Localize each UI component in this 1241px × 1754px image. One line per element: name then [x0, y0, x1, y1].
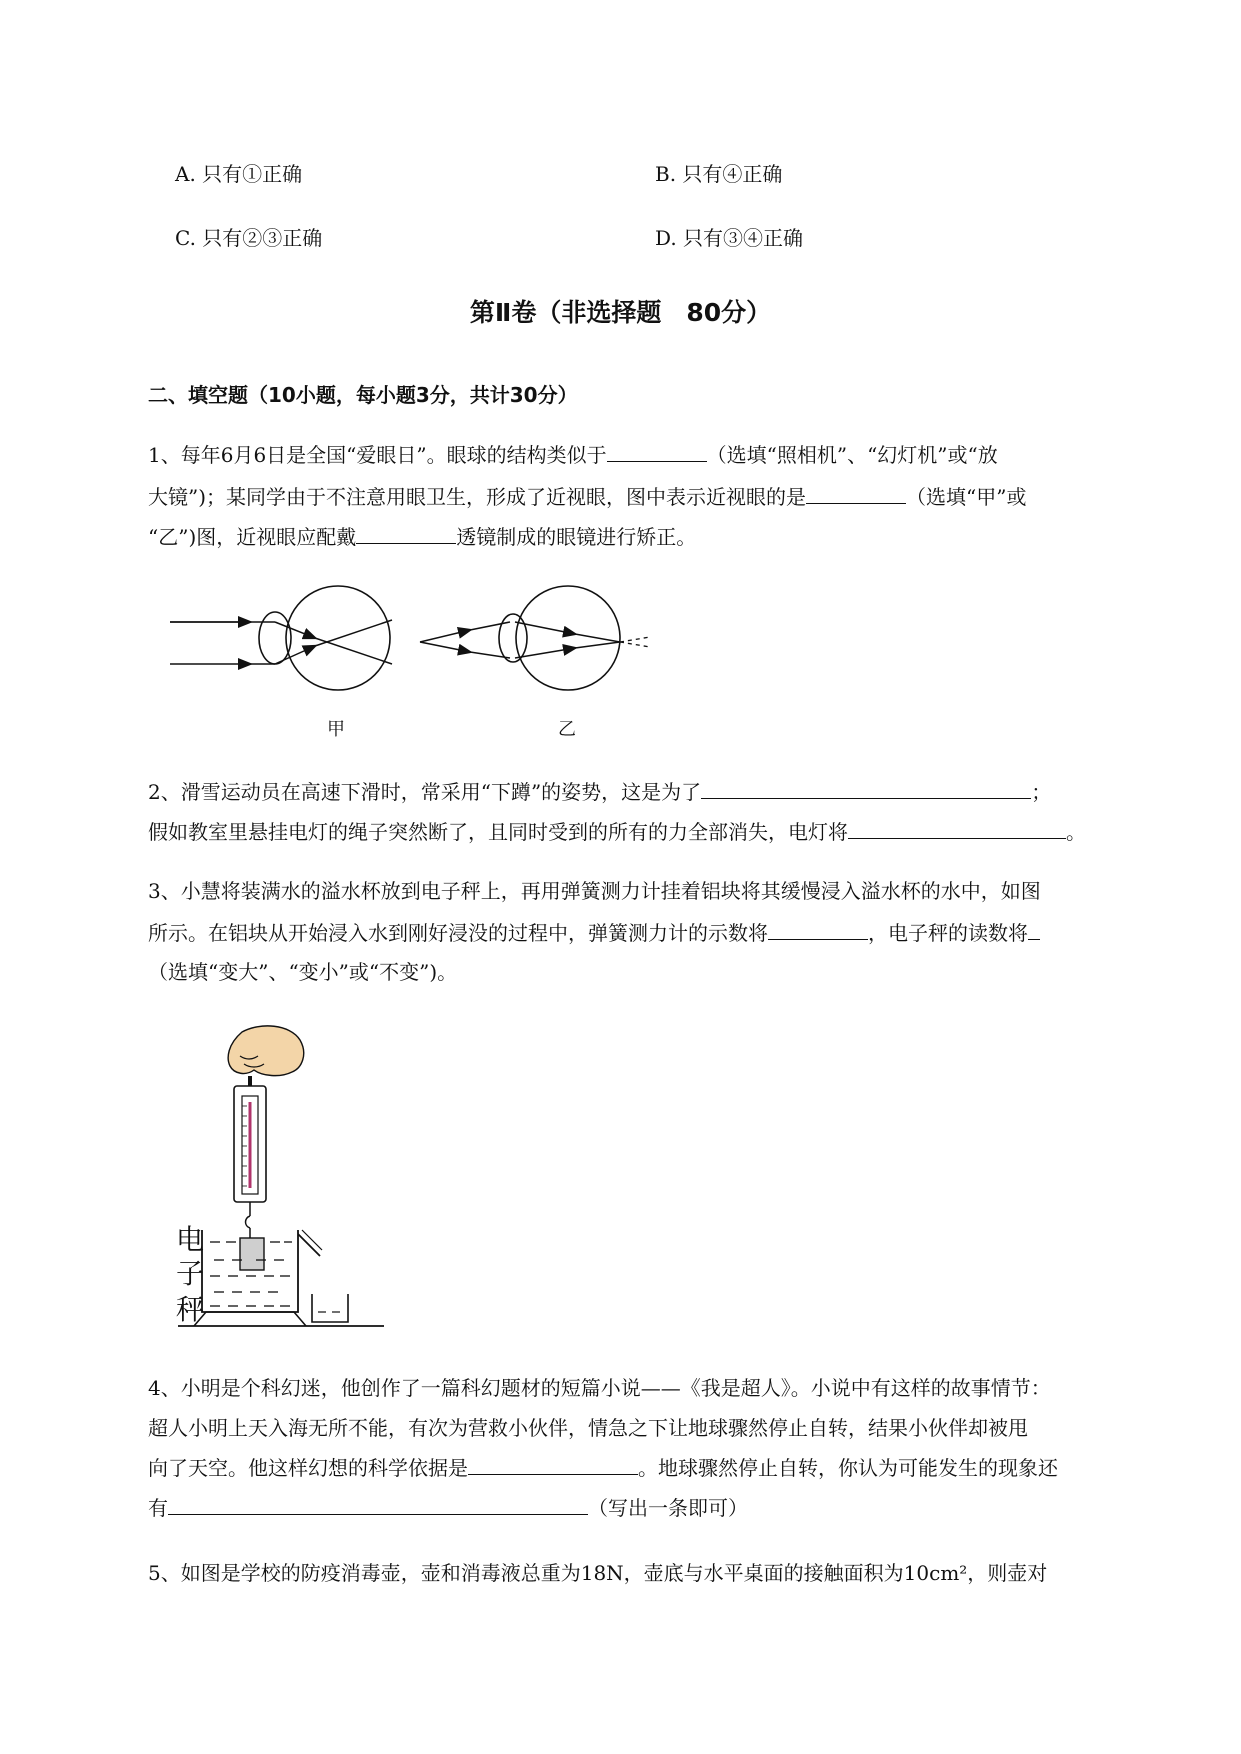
- option-c: C. 只有②③正确: [175, 226, 323, 250]
- q1-line-3: [148, 522, 696, 552]
- answer-blank[interactable]: [168, 1494, 588, 1515]
- q4-line-1: 4、小明是个科幻迷，他创作了一篇科幻题材的短篇小说——《我是超人》。小说中有这样的故事情节：: [148, 1376, 1051, 1400]
- scale-label-char: 秤: [176, 1293, 205, 1326]
- q1-text: 1、每年6月6日是全国“爱眼日”。眼球的结构类似于: [148, 443, 607, 467]
- q4-line-4: [148, 1493, 748, 1523]
- answer-blank[interactable]: [356, 523, 456, 544]
- option-d: D. 只有③④正确: [655, 226, 804, 250]
- q3-text: 所示。在铝块从开始浸入水到刚好浸没的过程中，弹簧测力计的示数将: [148, 921, 768, 945]
- answer-blank[interactable]: [768, 919, 868, 940]
- q1-line-2: [148, 482, 1026, 512]
- answer-blank[interactable]: [468, 1454, 638, 1475]
- q1-text: （选填“甲”或: [906, 485, 1027, 509]
- q4-text: 向了天空。他这样幻想的科学依据是: [148, 1456, 468, 1480]
- q4-text: 。地球骤然停止自转，你认为可能发生的现象还: [638, 1456, 1058, 1480]
- q5-line-1: 5、如图是学校的防疫消毒壶，壶和消毒液总重为18N，壶底与水平桌面的接触面积为10cm²，则壶对: [148, 1561, 1048, 1585]
- q2-text: 2、滑雪运动员在高速下滑时，常采用“下蹲”的姿势，这是为了: [148, 780, 702, 804]
- q2-line-2: [148, 817, 1086, 847]
- q1-text: （选填“照相机”、“幻灯机”或“放: [706, 443, 998, 467]
- answer-blank[interactable]: [701, 778, 1031, 799]
- q3-line-3: （选填“变大”、“变小”或“不变”)。: [148, 960, 458, 984]
- q2-text: 假如教室里悬挂电灯的绳子突然断了，且同时受到的所有的力全部消失，电灯将: [148, 820, 848, 844]
- q2-line-1: [148, 777, 1051, 807]
- aluminium-block: [240, 1238, 264, 1270]
- answer-blank[interactable]: [607, 441, 707, 462]
- section-title: 第Ⅱ卷（非选择题 80分）: [469, 298, 772, 327]
- q1-text: 透镜制成的眼镜进行矫正。: [456, 525, 697, 549]
- eye-jia-figure: [170, 586, 392, 690]
- option-a: A. 只有①正确: [175, 162, 303, 186]
- spring-scale: [234, 1076, 266, 1238]
- q3-line-1: 3、小慧将装满水的溢水杯放到电子秤上，再用弹簧测力计挂着铝块将其缓慢浸入溢水杯的水中，如图: [148, 879, 1041, 903]
- q4-line-2: 超人小明上天入海无所不能，有次为营救小伙伴，情急之下让地球骤然停止自转，结果小伙伴却被甩: [148, 1416, 1028, 1440]
- hand-icon: [228, 1026, 304, 1076]
- eye-diagram: [170, 580, 670, 700]
- overflow-cup-figure: [170, 1020, 400, 1340]
- q1-text: 大镜”)；某同学由于不注意用眼卫生，形成了近视眼，图中表示近视眼的是: [148, 485, 807, 509]
- figure-label-jia: 甲: [327, 719, 345, 740]
- option-b: B. 只有④正确: [655, 162, 783, 186]
- q4-text: 有: [148, 1496, 168, 1520]
- q4-text: （写出一条即可）: [588, 1496, 748, 1520]
- q1-line-1: [148, 440, 998, 470]
- electronic-scale: [178, 1312, 384, 1326]
- q3-text: ，电子秤的读数将: [868, 921, 1028, 945]
- answer-blank[interactable]: [848, 818, 1066, 839]
- small-beaker: [312, 1294, 348, 1322]
- answer-blank[interactable]: [806, 483, 906, 504]
- scale-label-char: 子: [176, 1257, 205, 1290]
- q2-text: 。: [1066, 820, 1086, 844]
- q2-text: ；: [1031, 780, 1052, 804]
- part-heading: 二、填空题（10小题，每小题3分，共计30分）: [148, 383, 578, 407]
- figure-label-yi: 乙: [558, 719, 576, 740]
- scale-label-char: 电: [176, 1223, 205, 1256]
- q1-text: “乙”)图，近视眼应配戴: [148, 525, 357, 549]
- answer-blank[interactable]: [1028, 919, 1040, 940]
- eye-yi-figure: [420, 586, 650, 690]
- q4-line-3: [148, 1453, 1058, 1483]
- q3-line-2: [148, 918, 1040, 948]
